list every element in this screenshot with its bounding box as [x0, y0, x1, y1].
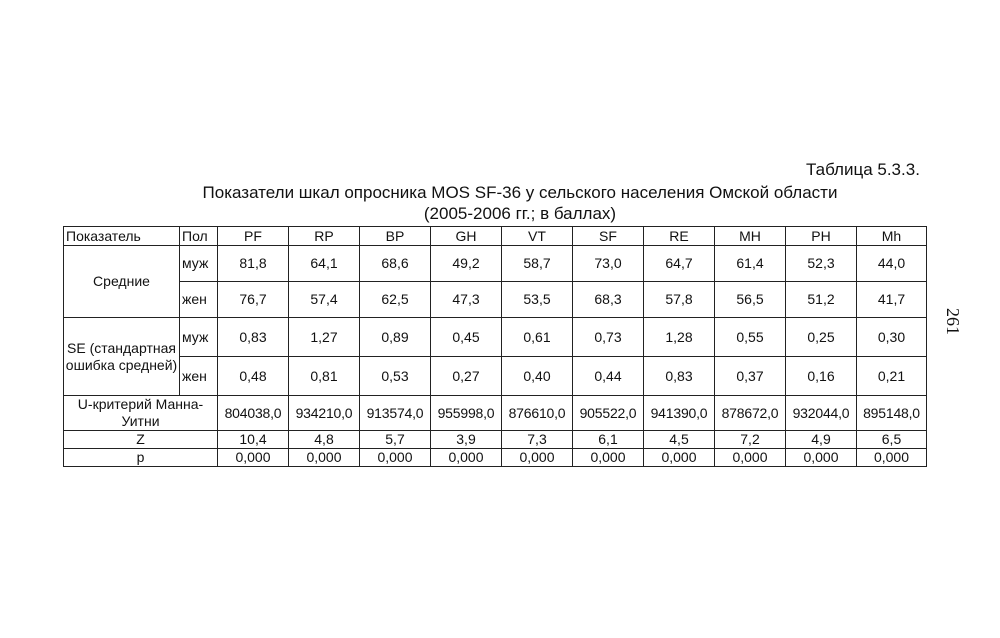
value-cell: 10,4: [218, 431, 289, 449]
data-table: [63, 226, 927, 467]
value-cell: 0,73: [573, 318, 644, 357]
value-cell: 49,2: [431, 246, 502, 282]
value-cell: 804038,0: [218, 396, 289, 431]
value-cell: 64,7: [644, 246, 715, 282]
value-cell: 0,000: [786, 449, 857, 467]
table-subtitle: (2005-2006 гг.; в баллах): [423, 204, 617, 223]
value-cell: 68,3: [573, 282, 644, 318]
row-label-u: U-критерий Манна-Уитни: [64, 396, 218, 431]
row-label-z: Z: [64, 431, 218, 449]
value-cell: 62,5: [360, 282, 431, 318]
value-cell: 56,5: [715, 282, 786, 318]
table-row: [64, 318, 927, 357]
value-cell: 0,53: [360, 357, 431, 396]
value-cell: 76,7: [218, 282, 289, 318]
value-cell: 0,21: [857, 357, 927, 396]
value-cell: 0,000: [573, 449, 644, 467]
value-cell: 0,16: [786, 357, 857, 396]
value-cell: 7,3: [502, 431, 573, 449]
value-cell: 0,000: [431, 449, 502, 467]
table-row: [64, 431, 927, 449]
value-cell: 0,000: [644, 449, 715, 467]
value-cell: 0,000: [360, 449, 431, 467]
value-cell: 932044,0: [786, 396, 857, 431]
value-cell: 878672,0: [715, 396, 786, 431]
header-scale: MH: [715, 227, 786, 246]
value-cell: 4,5: [644, 431, 715, 449]
header-scale: VT: [502, 227, 573, 246]
table-row: [64, 357, 927, 396]
value-cell: 934210,0: [289, 396, 360, 431]
table-row: [64, 396, 927, 431]
page-number: 261: [943, 308, 963, 335]
value-cell: 0,45: [431, 318, 502, 357]
table-header-row: [64, 227, 927, 246]
header-scale: RE: [644, 227, 715, 246]
header-scale: GH: [431, 227, 502, 246]
value-cell: 905522,0: [573, 396, 644, 431]
value-cell: 0,83: [218, 318, 289, 357]
value-cell: 0,40: [502, 357, 573, 396]
header-scale: RP: [289, 227, 360, 246]
value-cell: 6,1: [573, 431, 644, 449]
value-cell: 0,83: [644, 357, 715, 396]
value-cell: 941390,0: [644, 396, 715, 431]
value-cell: 5,7: [360, 431, 431, 449]
value-cell: 81,8: [218, 246, 289, 282]
value-cell: 0,27: [431, 357, 502, 396]
value-cell: 57,8: [644, 282, 715, 318]
value-cell: 68,6: [360, 246, 431, 282]
value-cell: 4,9: [786, 431, 857, 449]
value-cell: 895148,0: [857, 396, 927, 431]
table-row: [64, 282, 927, 318]
sex-cell: жен: [180, 357, 218, 396]
value-cell: 876610,0: [502, 396, 573, 431]
value-cell: 0,61: [502, 318, 573, 357]
header-scale: PF: [218, 227, 289, 246]
header-scale: SF: [573, 227, 644, 246]
row-label-se: SE (стандартная ошибка средней): [64, 318, 180, 396]
value-cell: 44,0: [857, 246, 927, 282]
value-cell: 7,2: [715, 431, 786, 449]
value-cell: 41,7: [857, 282, 927, 318]
value-cell: 0,000: [502, 449, 573, 467]
table-row: [64, 449, 927, 467]
header-sex: Пол: [180, 227, 218, 246]
header-scale: BP: [360, 227, 431, 246]
sex-cell: муж: [180, 246, 218, 282]
value-cell: 61,4: [715, 246, 786, 282]
value-cell: 3,9: [431, 431, 502, 449]
value-cell: 4,8: [289, 431, 360, 449]
value-cell: 73,0: [573, 246, 644, 282]
value-cell: 0,30: [857, 318, 927, 357]
value-cell: 955998,0: [431, 396, 502, 431]
value-cell: 52,3: [786, 246, 857, 282]
table-title: Показатели шкал опросника MOS SF-36 у сельского населения Омской области: [202, 183, 838, 202]
row-label-p: p: [64, 449, 218, 467]
header-scale: Mh: [857, 227, 927, 246]
value-cell: 1,28: [644, 318, 715, 357]
value-cell: 58,7: [502, 246, 573, 282]
value-cell: 0,81: [289, 357, 360, 396]
value-cell: 0,44: [573, 357, 644, 396]
value-cell: 0,37: [715, 357, 786, 396]
value-cell: 0,000: [289, 449, 360, 467]
header-indicator: Показатель: [64, 227, 180, 246]
value-cell: 57,4: [289, 282, 360, 318]
sex-cell: муж: [180, 318, 218, 357]
value-cell: 1,27: [289, 318, 360, 357]
table-row: [64, 246, 927, 282]
value-cell: 64,1: [289, 246, 360, 282]
value-cell: 0,55: [715, 318, 786, 357]
value-cell: 0,89: [360, 318, 431, 357]
sex-cell: жен: [180, 282, 218, 318]
row-label-means: Средние: [64, 246, 180, 318]
header-scale: PH: [786, 227, 857, 246]
value-cell: 6,5: [857, 431, 927, 449]
value-cell: 47,3: [431, 282, 502, 318]
table-caption: Таблица 5.3.3.: [806, 160, 920, 179]
value-cell: 0,000: [715, 449, 786, 467]
value-cell: 51,2: [786, 282, 857, 318]
value-cell: 0,25: [786, 318, 857, 357]
value-cell: 913574,0: [360, 396, 431, 431]
value-cell: 0,000: [857, 449, 927, 467]
value-cell: 0,000: [218, 449, 289, 467]
value-cell: 53,5: [502, 282, 573, 318]
value-cell: 0,48: [218, 357, 289, 396]
